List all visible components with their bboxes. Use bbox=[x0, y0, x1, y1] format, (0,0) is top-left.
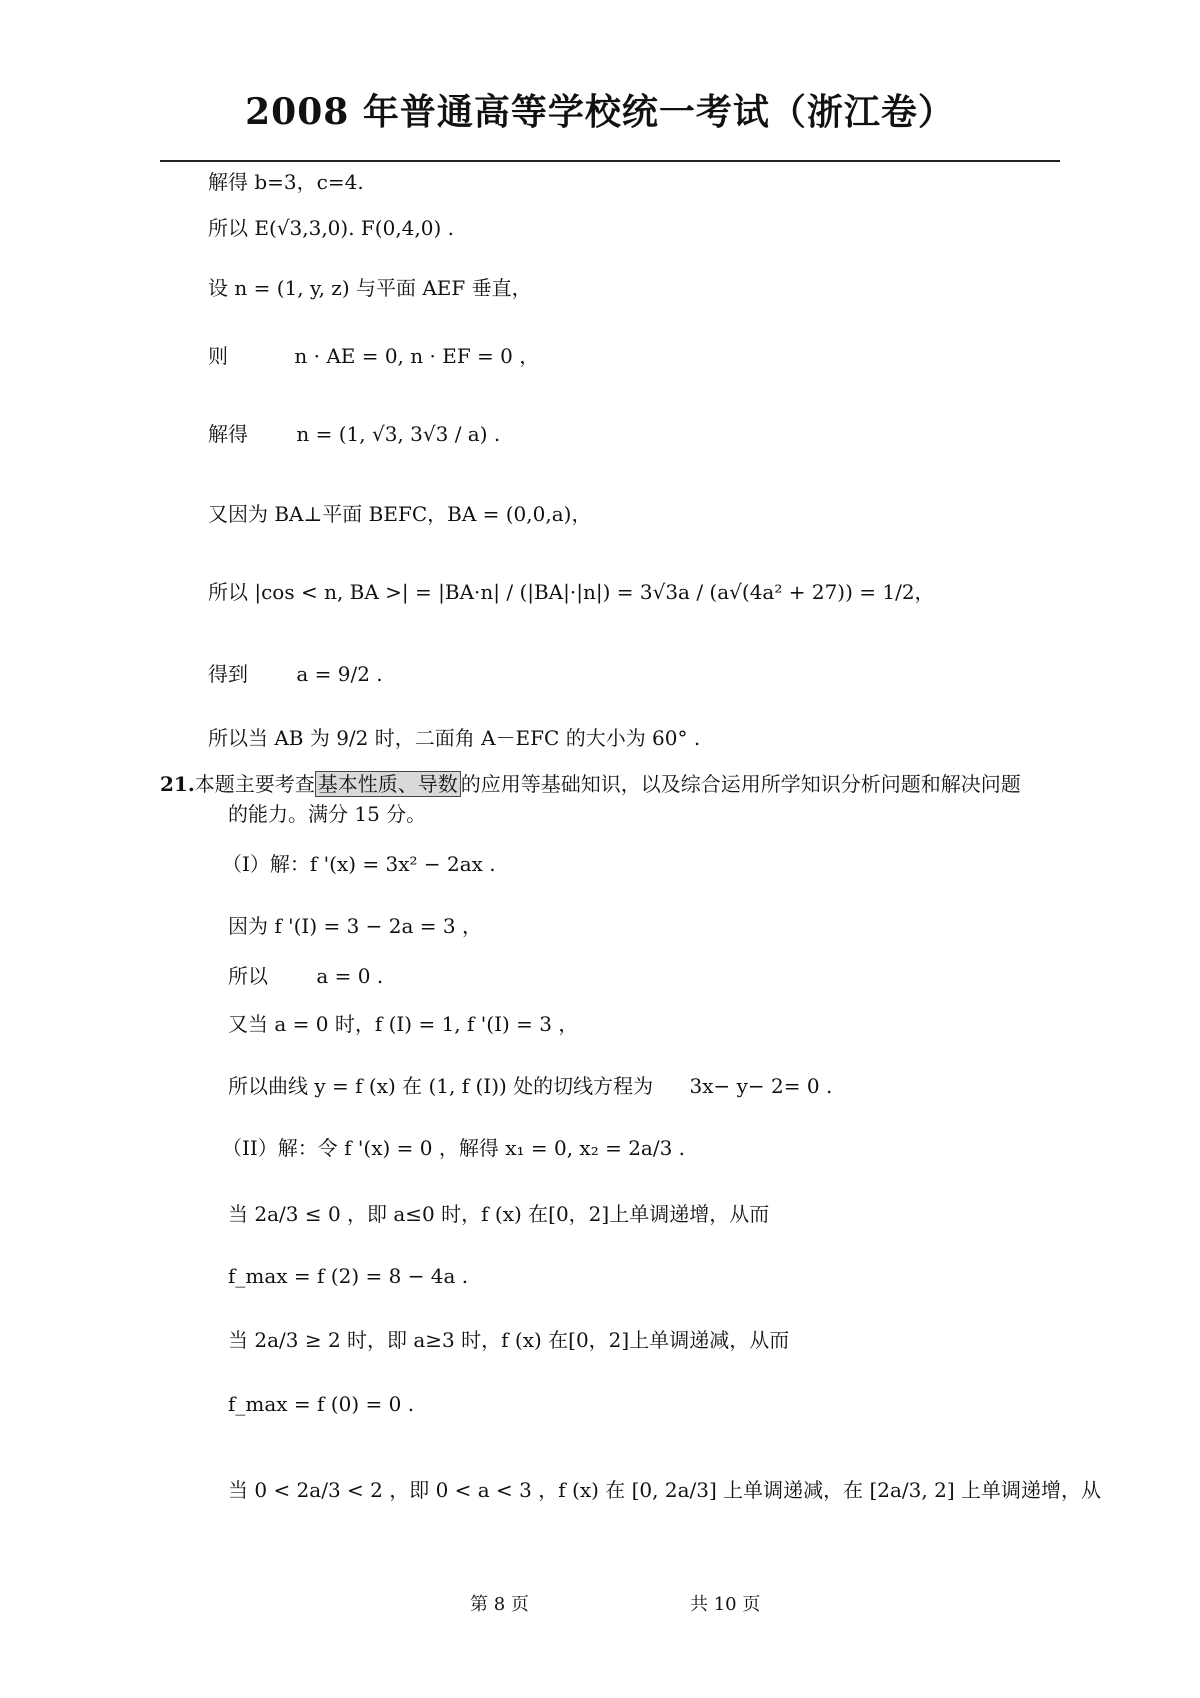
dot-product-conditions bbox=[208, 342, 539, 370]
part-2-text: （II）解：令 f '(x) = 0 ，解得 x₁ = 0, x₂ = 2a/3 . bbox=[222, 1136, 686, 1160]
a-value-line bbox=[208, 660, 383, 688]
ba-perpendicular-text: 又因为 BA⊥平面 BEFC，BA = (0,0,a)， bbox=[208, 502, 592, 526]
cosine-label: 所以 bbox=[208, 580, 248, 604]
function-values-text: 又当 a = 0 时，f (I) = 1, f '(I) = 3 ， bbox=[228, 1012, 579, 1036]
derivative-at-one bbox=[228, 912, 482, 940]
a-zero-math: a = 0 . bbox=[316, 964, 384, 988]
intro-text-after: 的应用等基础知识，以及综合运用所学知识分析问题和解决问题 bbox=[460, 772, 1021, 796]
part-1-derivative bbox=[222, 850, 496, 878]
derivative-at-one-text: 因为 f '(I) = 3 − 2a = 3 ， bbox=[228, 914, 482, 938]
case-a-nonpositive bbox=[228, 1200, 769, 1228]
points-math: E(√3,3,0). F(0,4,0) . bbox=[254, 216, 454, 240]
case-3-text: 当 0 < 2a/3 < 2 ，即 0 < a < 3 ，f (x) 在 [0, 2a/3] 上单调递减，在 [2a/3, 2] 上单调递增，从 bbox=[228, 1478, 1101, 1502]
part-1-text: （I）解：f '(x) = 3x² − 2ax . bbox=[222, 852, 496, 876]
normal-vector-math: n = (1, √3, 3√3 / a) . bbox=[296, 422, 501, 446]
normal-vector-text: 设 n = (1, y, z) 与平面 AEF 垂直， bbox=[208, 276, 532, 300]
a-value-math: a = 9/2 . bbox=[296, 662, 383, 686]
question-number: 21. bbox=[160, 772, 195, 796]
normal-vector-setup bbox=[208, 274, 532, 302]
a-equals-zero bbox=[228, 962, 383, 990]
solve-label: 解得 bbox=[208, 422, 248, 446]
max-case-2-text: f_max = f (0) = 0 . bbox=[228, 1392, 415, 1416]
max-case-2 bbox=[228, 1390, 414, 1418]
part-2-critical-points bbox=[222, 1134, 685, 1162]
solve-b-c-line bbox=[208, 168, 364, 196]
get-label: 得到 bbox=[208, 662, 248, 686]
so-label: 所以 bbox=[228, 964, 268, 988]
highlighted-topic: 基本性质、导数 bbox=[315, 771, 461, 797]
then-label: 则 bbox=[208, 344, 228, 368]
case-2-text: 当 2a/3 ≥ 2 时，即 a≥3 时，f (x) 在[0，2]上单调递减，从而 bbox=[228, 1328, 790, 1352]
header-divider bbox=[160, 160, 1060, 162]
cosine-math: |cos < n, BA >| = |BA·n| / (|BA|·|n|) = 3√3a / (a√(4a² + 27)) = 1/2， bbox=[254, 580, 935, 604]
intro-text-line2: 的能力。满分 15 分。 bbox=[228, 802, 427, 826]
question-21-intro-cont bbox=[228, 800, 426, 828]
page-number: 第 8 页 bbox=[470, 1594, 529, 1615]
question-21-intro bbox=[160, 770, 1021, 798]
points-e-f-line bbox=[208, 214, 454, 242]
tangent-line bbox=[228, 1072, 832, 1100]
normal-vector-solution bbox=[208, 420, 500, 448]
case-a-ge-3 bbox=[228, 1326, 789, 1354]
intro-text-before: 本题主要考查 bbox=[194, 772, 315, 796]
dot-product-math: n · AE = 0, n · EF = 0 ， bbox=[294, 344, 540, 368]
solve-b-c-text: 解得 b=3，c=4. bbox=[208, 170, 364, 194]
cosine-computation bbox=[208, 578, 935, 606]
function-values bbox=[228, 1010, 578, 1038]
max-case-1-text: f_max = f (2) = 8 − 4a . bbox=[228, 1264, 469, 1288]
case-1-text: 当 2a/3 ≤ 0 ，即 a≤0 时，f (x) 在[0，2]上单调递增，从而 bbox=[228, 1202, 770, 1226]
dihedral-angle-conclusion bbox=[208, 724, 700, 752]
total-pages: 共 10 页 bbox=[690, 1594, 761, 1615]
points-label: 所以 bbox=[208, 216, 248, 240]
case-a-between bbox=[228, 1476, 1101, 1504]
max-case-1 bbox=[228, 1262, 468, 1290]
ba-perpendicular-line bbox=[208, 500, 591, 528]
tangent-equation: 3x− y− 2= 0 . bbox=[689, 1074, 833, 1098]
tangent-line-text: 所以曲线 y = f (x) 在 (1, f (I)) 处的切线方程为 bbox=[228, 1074, 654, 1098]
dihedral-angle-text: 所以当 AB 为 9/2 时，二面角 A－EFC 的大小为 60° . bbox=[208, 726, 701, 750]
page-title: 2008 年普通高等学校统一考试（浙江卷） bbox=[245, 91, 955, 133]
